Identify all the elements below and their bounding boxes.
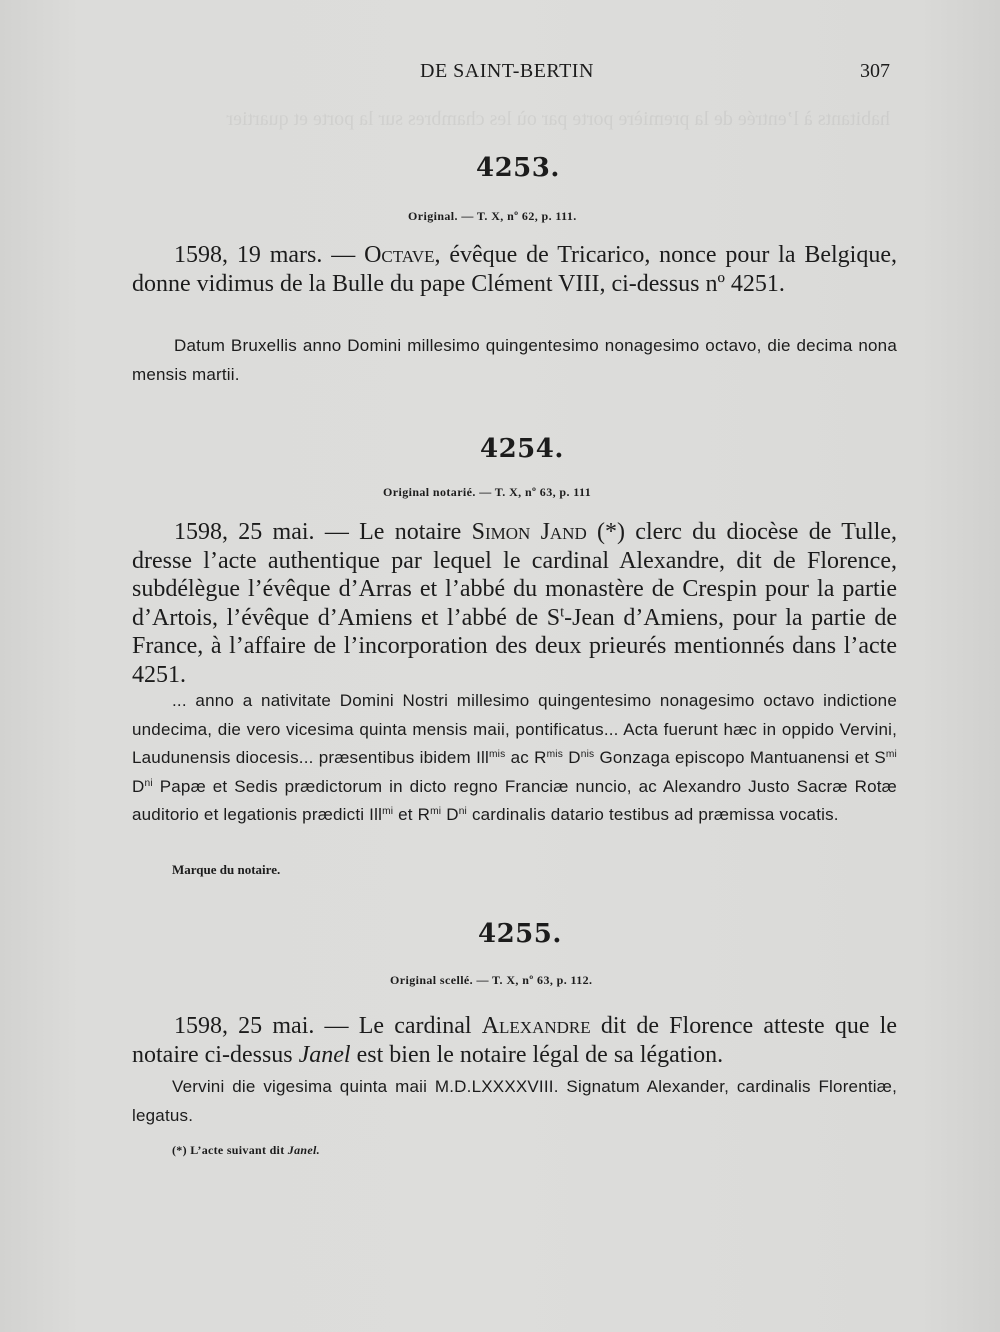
superscript: mi: [382, 805, 394, 817]
latin-text: D: [441, 805, 459, 824]
entry-summary-4253: [132, 241, 897, 298]
footnote-ref: (*): [597, 519, 626, 545]
footnote-italic: Janel.: [287, 1143, 320, 1157]
superscript: mi: [885, 748, 898, 760]
running-header: DE SAINT-BERTIN: [420, 60, 594, 82]
entry-latin-4255: Vervini die vigesima quinta maii M.D.LXXXXVIII. Signatum Alexander, cardinalis Florentiæ, legatus.: [132, 1077, 897, 1125]
page-number: 307: [860, 60, 890, 82]
person-name: Octave: [364, 242, 435, 268]
summary-text: — Le cardinal: [314, 1013, 482, 1039]
superscript: mis: [546, 748, 564, 760]
bleed-through: habitants à l’entrée de la première porte par où les chambres sur la porte et quartier: [226, 108, 890, 130]
latin-text: et R: [393, 805, 431, 824]
entry-number-4253: 4253.: [476, 153, 560, 183]
latin-text: ... anno a nativitate Domini Nostri millesimo quingentesimo nonagesimo octavo indictione undecima, die vero vicesima quinta mensis maii, pontificatus... Acta fuerunt hæc in oppido Vervini, Laudunensis diocesis... præsentibus ibidem Ill: [132, 691, 897, 767]
footnote: [172, 1143, 320, 1158]
entry-summary-4254: [132, 518, 897, 689]
entry-source-4253: Original. — T. X, nº 62, p. 111.: [408, 209, 577, 223]
summary-text: — Le notaire: [314, 519, 472, 545]
entry-latin-4254: [132, 687, 897, 830]
superscript: ni: [144, 777, 153, 789]
latin-text: Papæ et Sedis prædictorum in dicto regno Franciæ nuncio, ac Alexandro Justo Sacræ Rotæ auditorio et legationis prædicti Ill: [132, 776, 897, 824]
latin-text: ac R: [505, 748, 547, 767]
entry-date: 1598, 25 mai.: [174, 519, 315, 545]
entry-date: 1598, 25 mai.: [174, 1013, 315, 1039]
person-name: Simon Jand: [471, 519, 587, 545]
superscript: ni: [458, 805, 468, 817]
superscript: mis: [488, 748, 506, 760]
summary-text: -Jean d’Amiens, pour la partie de France, à l’affaire de l’incorporation des deux prieurés mentionnés dans l’acte 4251.: [132, 604, 898, 688]
italic-name: Janel: [298, 1041, 351, 1068]
footnote-text: (*) L’acte suivant dit: [172, 1143, 288, 1157]
entry-summary-4255: [132, 1012, 897, 1069]
entry-source-4254: Original notarié. — T. X, nº 63, p. 111: [383, 485, 592, 499]
entry-date: 1598, 19 mars.: [174, 242, 323, 268]
summary-text: dit de Florence atteste que le notaire ci-dessus: [132, 1013, 897, 1068]
summary-text: est bien le notaire légal de sa légation.: [350, 1041, 724, 1068]
superscript: mi: [430, 805, 442, 817]
notary-mark: Marque du notaire.: [172, 862, 281, 877]
latin-text: D: [563, 748, 581, 767]
entry-latin-4253: Datum Bruxellis anno Domini millesimo quingentesimo nonagesimo octavo, die decima nona mensis martii.: [132, 336, 897, 384]
dash: —: [322, 242, 365, 268]
superscript: t: [560, 603, 565, 620]
summary-text: , évêque de Tricarico, nonce pour la Belgique, donne vidimus de la Bulle du pape Clément VIII, ci-dessus nº 4251.: [132, 242, 897, 297]
superscript: nis: [580, 748, 595, 760]
latin-text: cardinalis datario testibus ad præmissa vocatis.: [467, 805, 839, 824]
entry-number-4254: 4254.: [480, 434, 564, 464]
latin-text: D: [132, 776, 145, 796]
entry-source-4255: Original scellé. — T. X, nº 63, p. 112.: [390, 973, 593, 987]
summary-text: clerc du diocèse de Tulle, dresse l’acte authentique par lequel le cardinal Alexandre, dit de Florence, subdélègue l’évêque d’Arras et l’abbé du monastère de Crespin pour la partie d’Artois, l’évêque d’Amiens et l’abbé de S: [132, 519, 898, 631]
entry-number-4255: 4255.: [478, 919, 562, 949]
person-name: Alexandre: [481, 1013, 591, 1039]
latin-text: Gonzaga episcopo Mantuanensi et S: [594, 748, 886, 767]
